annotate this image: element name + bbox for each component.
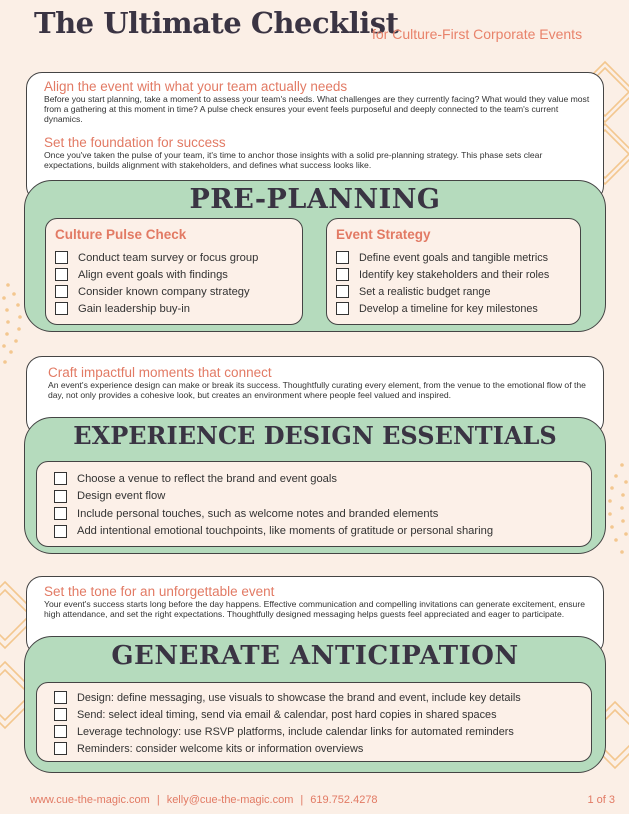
- checklist-item: Leverage technology: use RSVP platforms, include calendar links for automated reminders: [54, 723, 521, 740]
- anticipation-title: GENERATE ANTICIPATION: [111, 641, 519, 671]
- checkbox[interactable]: [55, 285, 68, 298]
- preplanning-title: PRE-PLANNING: [189, 184, 441, 215]
- checklist-item: Reminders: consider welcome kits or information overviews: [54, 740, 521, 757]
- footer-separator: |: [156, 794, 160, 806]
- checkbox[interactable]: [54, 525, 67, 538]
- checklist-item: Send: select ideal timing, send via email & calendar, post hard copies in shared spaces: [54, 706, 521, 723]
- culture-pulse-box: [45, 218, 303, 325]
- checkbox[interactable]: [54, 472, 67, 485]
- checkbox[interactable]: [54, 507, 67, 520]
- phone-number: 619.752.4278: [310, 794, 378, 806]
- checkbox[interactable]: [55, 251, 68, 264]
- event-strategy-heading: Event Strategy: [336, 227, 431, 242]
- checkbox[interactable]: [54, 490, 67, 503]
- checklist-item: Align event goals with findings: [55, 266, 258, 283]
- checklist-item: Add intentional emotional touchpoints, like moments of gratitude or personal sharing: [54, 523, 493, 541]
- anticipation-heading: Set the tone for an unforgettable event: [44, 584, 275, 599]
- experience-text: An event's experience design can make or break its success. Thoughtfully curating every element, from the venue to the emotional flow of the day, not only provides a cohesive look, but creates an environment where people feel valued and inspired.: [48, 380, 586, 401]
- checklist-item: Include personal touches, such as welcome notes and branded elements: [54, 505, 493, 523]
- foundation-heading: Set the foundation for success: [44, 134, 226, 150]
- checklist-item: Design event flow: [54, 488, 493, 506]
- checkbox[interactable]: [336, 268, 349, 281]
- preplanning-panel: [24, 180, 606, 332]
- foundation-text: Once you've taken the pulse of your team, it's time to anchor those insights with a solid pre-planning strategy. This phase sets clear expectations, builds alignment with stakeholders, and defines what success looks like.: [44, 149, 543, 170]
- checklist-item: Design: define messaging, use visuals to showcase the brand and event, include key details: [54, 689, 521, 706]
- checkbox[interactable]: [336, 285, 349, 298]
- checkbox[interactable]: [336, 251, 349, 264]
- checklist-item: Consider known company strategy: [55, 283, 258, 300]
- culture-pulse-heading: Culture Pulse Check: [55, 227, 187, 242]
- checklist-item: Develop a timeline for key milestones: [336, 300, 549, 317]
- page-title: The Ultimate Checklist: [34, 6, 399, 40]
- checkbox[interactable]: [55, 268, 68, 281]
- checklist-item: Identify key stakeholders and their roles: [336, 266, 549, 283]
- anticipation-text: Your event's success starts long before the day happens. Effective communication and compelling invitations can generate excitement, ensure high attendance, and set the right expectations. Thoughtfully designed messaging helps guests feel appreciated and eager to participate.: [44, 599, 585, 620]
- checkbox[interactable]: [54, 708, 67, 721]
- footer-separator: |: [300, 794, 304, 806]
- anticipation-checklist-box: [36, 682, 592, 762]
- checkbox[interactable]: [54, 742, 67, 755]
- align-text: Before you start planning, take a moment to assess your team's needs. What challenges are they currently facing? What would they value most from a gathering at this moment in time? A pulse check ensures your event feels purposeful and deeply connected to the team's current dynamics.: [44, 94, 590, 125]
- experience-heading: Craft impactful moments that connect: [48, 365, 272, 380]
- checkbox[interactable]: [54, 691, 67, 704]
- footer-contact: [30, 794, 378, 806]
- page-subtitle: for Culture-First Corporate Events: [372, 26, 583, 42]
- align-heading: Align the event with what your team actually needs: [44, 79, 348, 94]
- anticipation-panel: [24, 636, 606, 773]
- event-strategy-box: [326, 218, 581, 325]
- checklist-item: Define event goals and tangible metrics: [336, 249, 549, 266]
- page-number: 1 of 3: [587, 794, 615, 806]
- checklist-item: Conduct team survey or focus group: [55, 249, 258, 266]
- checkbox[interactable]: [54, 725, 67, 738]
- experience-panel: [24, 417, 606, 554]
- checklist-item: Set a realistic budget range: [336, 283, 549, 300]
- checkbox[interactable]: [336, 302, 349, 315]
- experience-checklist-box: [36, 461, 592, 547]
- email-link[interactable]: kelly@cue-the-magic.com: [166, 794, 294, 806]
- website-link[interactable]: www.cue-the-magic.com: [30, 794, 150, 806]
- checklist-item: Gain leadership buy-in: [55, 300, 258, 317]
- checklist-item: Choose a venue to reflect the brand and event goals: [54, 470, 493, 488]
- experience-title: EXPERIENCE DESIGN ESSENTIALS: [73, 421, 557, 450]
- checkbox[interactable]: [55, 302, 68, 315]
